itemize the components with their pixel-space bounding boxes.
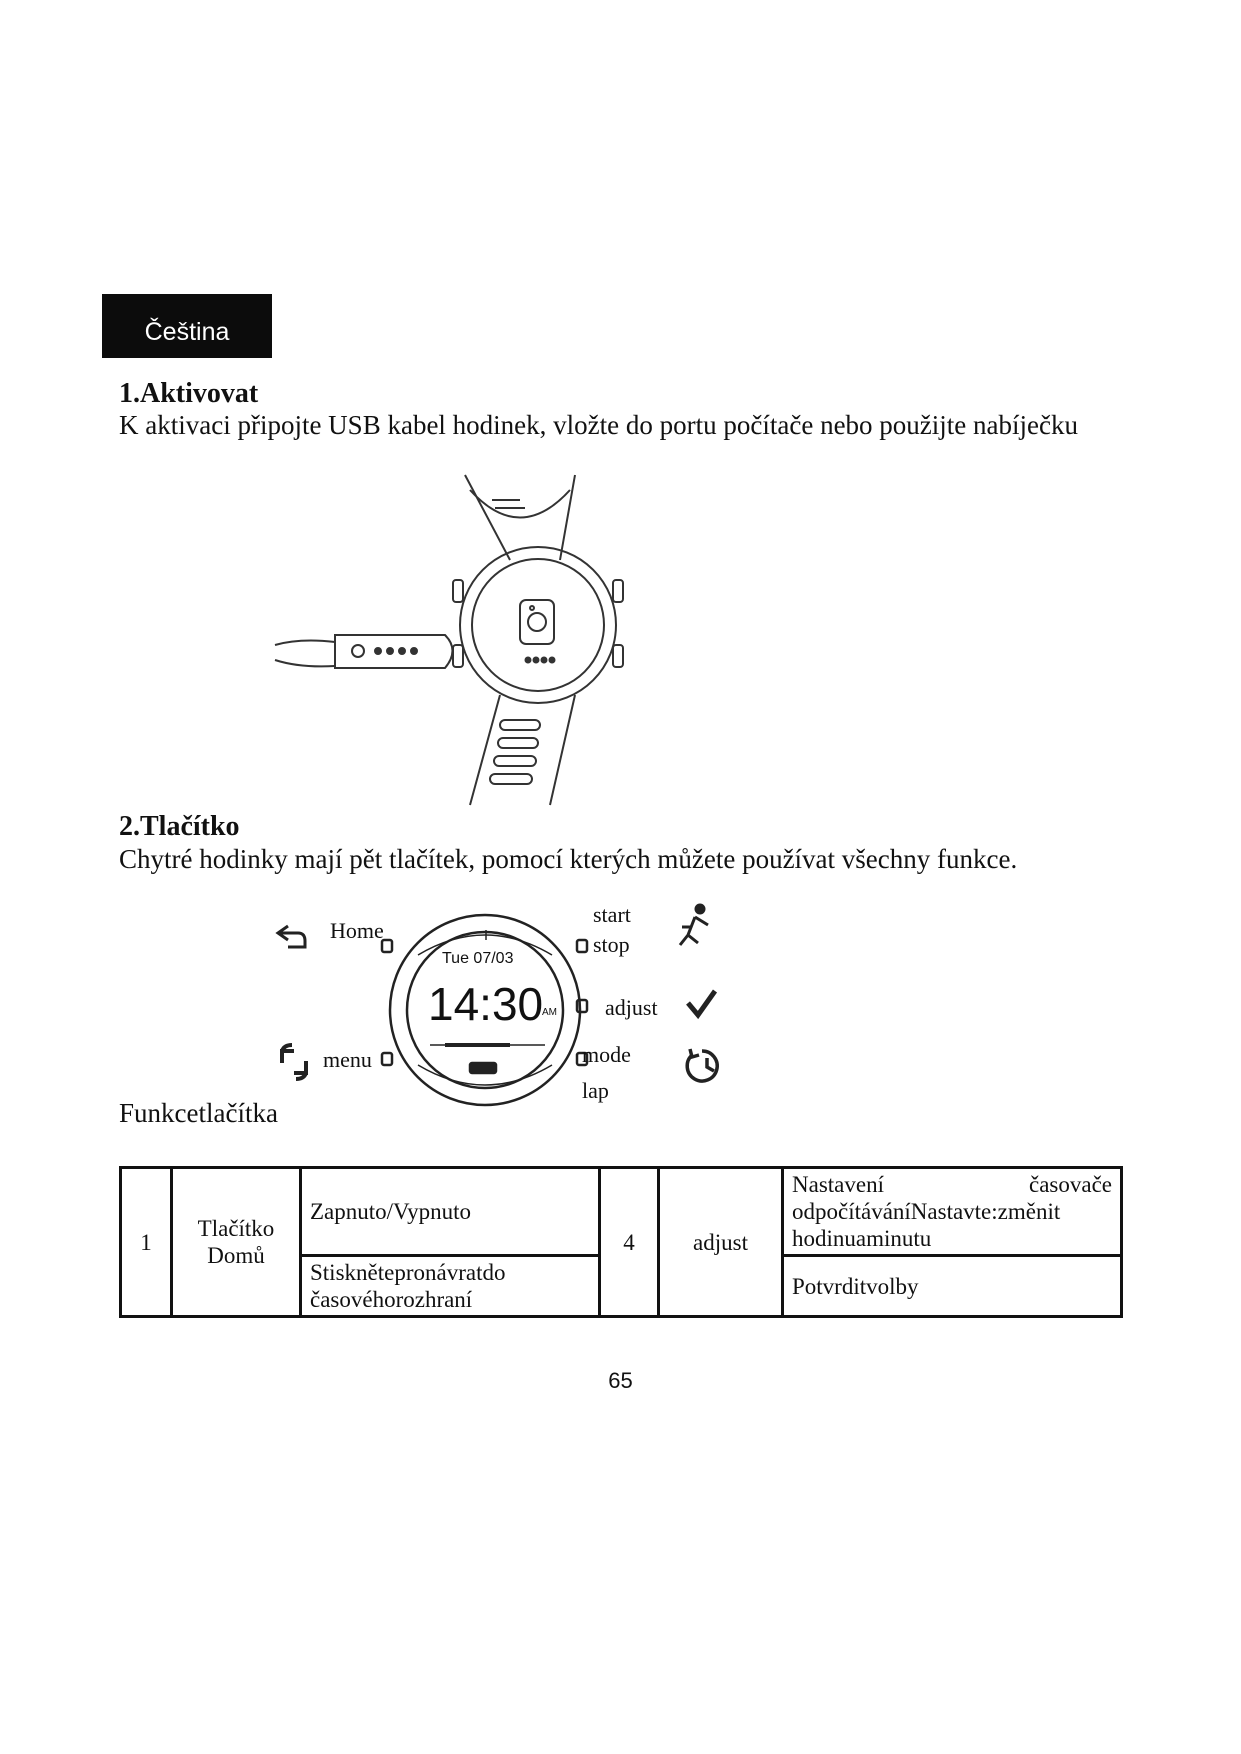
button-name: adjust [659, 1168, 783, 1317]
label-menu: menu [323, 1047, 372, 1072]
menu-refresh-icon [282, 1045, 306, 1079]
function-description: Zapnuto/Vypnuto [301, 1168, 600, 1256]
running-icon [680, 905, 708, 945]
language-tab: Čeština [102, 294, 272, 358]
watch-date-text: Tue 07/03 [442, 950, 514, 967]
section-2-heading: 2.Tlačítko [119, 811, 240, 842]
home-back-arrow-icon [278, 926, 305, 947]
section-1-heading: 1.Aktivovat [119, 378, 259, 409]
checkmark-icon [688, 991, 715, 1015]
label-lap: lap [582, 1078, 609, 1103]
function-description: Nastavení časovače odpočítáváníNastavte:změnit hodinuaminutu [783, 1168, 1122, 1256]
function-description: Stisknětepronávratdo časovéhorozhraní [301, 1256, 600, 1317]
function-description: Potvrditvolby [783, 1256, 1122, 1317]
label-start: start [593, 902, 631, 927]
watch-ampm-text: AM [542, 1007, 557, 1018]
row-number: 1 [121, 1168, 172, 1317]
row-number: 4 [600, 1168, 659, 1317]
page-number: 65 [608, 1368, 633, 1393]
button-functions-table [119, 1166, 1123, 1318]
label-home: Home [330, 918, 384, 943]
watch-time-text: 14:30 [428, 978, 544, 1030]
table-row [121, 1168, 1122, 1256]
section-1-text: K aktivaci připojte USB kabel hodinek, vložte do portu počítače nebo použijte nabíječku [119, 410, 1078, 440]
label-adjust: adjust [605, 995, 658, 1020]
section-2-text: Chytré hodinky mají pět tlačítek, pomocí kterých můžete používat všechny funkce. [119, 844, 1018, 874]
history-icon [687, 1049, 717, 1081]
label-mode: mode [582, 1042, 631, 1067]
watch-charging-illustration [270, 470, 710, 810]
label-stop: stop [593, 932, 630, 957]
functions-title: Funkcetlačítka [119, 1098, 278, 1128]
button-name: Tlačítko Domů [172, 1168, 301, 1317]
